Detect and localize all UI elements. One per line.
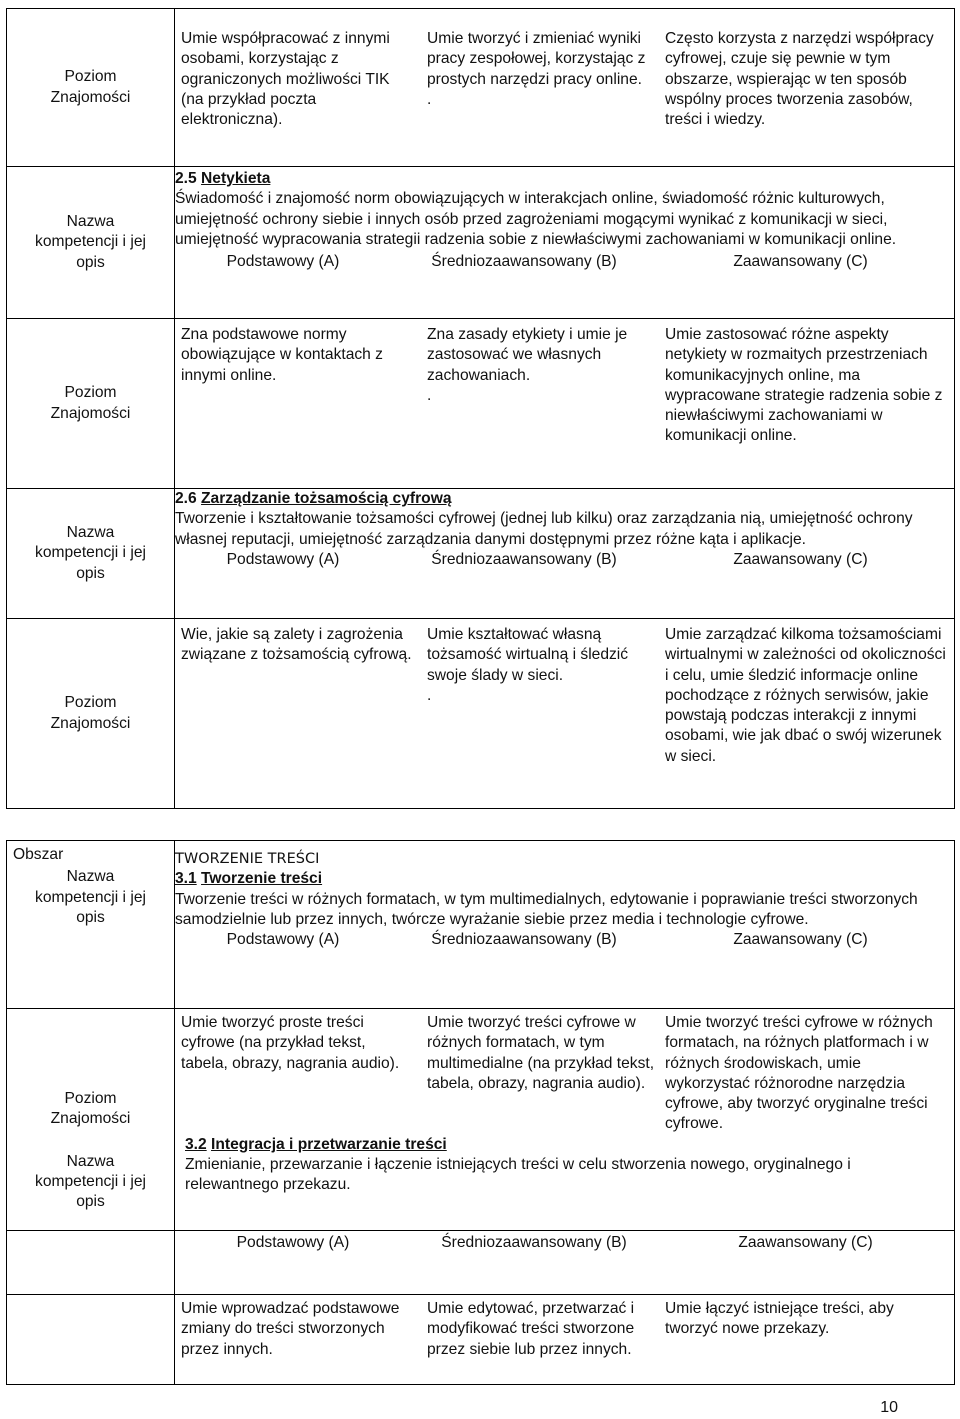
- level-a-text: Zna podstawowe normy obowiązujące w kontaktach z innymi online.: [181, 326, 383, 384]
- table-row: [7, 841, 955, 1009]
- level-label-cell: [7, 319, 175, 489]
- competence-heading: [175, 489, 954, 509]
- level-b-text: [421, 625, 665, 767]
- level-b-heading: Średniozaawansowany (B): [431, 253, 617, 271]
- level-b-dot: .: [427, 386, 432, 404]
- competence-label: Nazwa kompetencji i jej opis: [35, 868, 146, 926]
- competence-heading: [185, 1135, 946, 1155]
- level-c-heading: Zaawansowany (C): [738, 1234, 873, 1251]
- level-b-text: [421, 29, 665, 130]
- competence-number: 3.1: [175, 870, 197, 888]
- table-row: [7, 489, 955, 619]
- level-descriptions-cell: [175, 1295, 955, 1385]
- level-b-text: Umie edytować, przetwarzać i modyfikować treści stworzone przez siebie lub przez innych.: [427, 1300, 635, 1358]
- level-c-text: Umie zarządzać kilkoma tożsamościami wirtualnymi w zależności od okoliczności i celu, umie śledzić informacje online pochodzące z różnych serwisów, jakie powstają podczas interakcji z innymi osobami, wie jak dbać o swój wizerunek w sieci.: [665, 626, 946, 765]
- level-a-text: Umie wprowadzać podstawowe zmiany do treści stworzonych przez innych.: [181, 1300, 400, 1358]
- competence-title: Integracja i przetwarzanie treści: [211, 1135, 447, 1153]
- level-a-heading: Podstawowy (A): [226, 550, 340, 568]
- level-a-heading: Podstawowy (A): [226, 931, 340, 949]
- table-row: [7, 9, 955, 167]
- competence-number: 2.6: [175, 490, 197, 507]
- table-row: [7, 1231, 955, 1295]
- level-b-heading: Średniozaawansowany (B): [431, 550, 617, 568]
- level-label-cell: [7, 619, 175, 809]
- empty-label-cell: [7, 1231, 175, 1295]
- level-a-heading: Podstawowy (A): [236, 1234, 350, 1251]
- level-label: Poziom Znajomości: [50, 68, 131, 106]
- level-b-text: Umie tworzyć treści cyfrowe w różnych formatach, w tym multimedialne (na przykład tekst, tabela, obrazy, nagrania audio).: [427, 1014, 655, 1092]
- empty-label-cell: [7, 1295, 175, 1385]
- competence-table-bottom: [6, 840, 955, 1385]
- area-label-cell: [7, 841, 175, 1009]
- competence-title: Zarządzanie tożsamością cyfrową: [201, 490, 452, 507]
- competence-cell: [175, 841, 955, 1009]
- competence-label-cell: [7, 489, 175, 619]
- level-b-heading: Średniozaawansowany (B): [441, 1234, 627, 1251]
- level-a-text: Umie współpracować z innymi osobami, korzystając z ograniczonych możliwości TIK (na przykład poczta elektroniczna).: [181, 30, 390, 129]
- level-c-text: Umie łączyć istniejące treści, aby tworzyć nowe przekazy.: [665, 1300, 894, 1338]
- area-title: TWORZENIE TREŚCI: [175, 851, 320, 867]
- level-c-text: Często korzysta z narzędzi współpracy cyfrowej, czuje się pewnie w tym obszarze, wspierając w ten sposób wspólny proces tworzenia zasobów, treści i wiedzy.: [665, 30, 934, 129]
- level-label: Poziom Znajomości: [50, 384, 131, 422]
- level-a-text: Umie tworzyć proste treści cyfrowe (na przykład tekst, tabela, obrazy, nagrania audio).: [181, 1014, 400, 1072]
- level-b-body: Umie tworzyć i zmieniać wyniki pracy zespołowej, korzystając z prostych narzędzi pracy online.: [427, 30, 646, 88]
- table-row: [7, 1295, 955, 1385]
- competence-cell: [175, 167, 955, 319]
- competence-description: Świadomość i znajomość norm obowiązujących w interakcjach online, świadomość różnic kulturowych, umiejętność ochrony siebie i innych osób przed zagrożeniami mogącymi wynikać z komunikacji w sieci, umiejętność wypracowania strategii radzenia sobie z niewłaściwymi zachowaniami w komunikacji online.: [175, 190, 897, 248]
- competence-heading: [175, 169, 954, 189]
- competence-title: Tworzenie treści: [201, 870, 323, 888]
- level-descriptions-cell: [175, 9, 955, 167]
- competence-description: Zmienianie, przewarzanie i łączenie istniejących treści w celu stworzenia nowego, oryginalnego i relewantnego przekazu.: [185, 1156, 851, 1194]
- table-row: [7, 1009, 955, 1231]
- competence-title: Netykieta: [201, 170, 271, 187]
- level-b-body: Umie kształtować własną tożsamość wirtualną i śledzić swoje ślady w sieci.: [427, 626, 629, 684]
- competence-table-top: [6, 8, 955, 809]
- competence-label: Nazwa kompetencji i jej opis: [35, 524, 146, 582]
- level-label: Poziom Znajomości: [50, 1090, 131, 1128]
- level-b-dot: .: [427, 686, 432, 704]
- level-label-cell: [7, 9, 175, 167]
- competence-number: 3.2: [185, 1135, 207, 1153]
- level-a-text: Wie, jakie są zalety i zagrożenia związane z tożsamością cyfrową.: [181, 626, 412, 664]
- table-row: [7, 319, 955, 489]
- level-headings-cell: [175, 1231, 955, 1295]
- level-and-competence-cell: [175, 1009, 955, 1231]
- competence-label-cell: [7, 167, 175, 319]
- level-descriptions-cell: [175, 619, 955, 809]
- level-and-competence-label-cell: [7, 1009, 175, 1231]
- competence-description: Tworzenie treści w różnych formatach, w tym multimedialnych, edytowanie i poprawianie treści stworzonych samodzielnie lub przez innych, twórcze wyrażanie siebie przez media i technologie cyfrowe.: [175, 890, 918, 928]
- level-b-body: Zna zasady etykiety i umie je zastosować we własnych zachowaniach.: [427, 326, 628, 384]
- level-descriptions-cell: [175, 319, 955, 489]
- level-label: Poziom Znajomości: [50, 694, 131, 732]
- level-b-dot: .: [427, 90, 432, 108]
- competence-heading: [175, 869, 954, 889]
- level-a-heading: Podstawowy (A): [226, 253, 340, 271]
- level-c-heading: Zaawansowany (C): [733, 931, 868, 949]
- competence-description: Tworzenie i kształtowanie tożsamości cyfrowej (jednej lub kilku) oraz zarządzania nią, umiejętność ochrony własnej reputacji, umiejętność zarządzania danymi dostępnymi przez różne kąta i aplikacje.: [175, 510, 913, 548]
- competence-label: Nazwa kompetencji i jej opis: [35, 1152, 146, 1211]
- area-label: Obszar: [13, 846, 64, 863]
- competence-label: Nazwa kompetencji i jej opis: [35, 213, 146, 271]
- level-b-heading: Średniozaawansowany (B): [431, 931, 617, 949]
- level-c-heading: Zaawansowany (C): [733, 253, 868, 271]
- competence-number: 2.5: [175, 170, 197, 187]
- level-c-text: Umie tworzyć treści cyfrowe w różnych formatach, na różnych platformach i w różnych środowiskach, umie wykorzystać różnorodne narzędzia cyfrowe, aby tworzyć oryginalne treści cyfrowe.: [665, 1014, 933, 1133]
- level-b-text: [421, 325, 665, 447]
- level-c-heading: Zaawansowany (C): [733, 550, 868, 568]
- competence-cell: [175, 489, 955, 619]
- page-number: 10: [880, 1399, 898, 1416]
- level-c-text: Umie zastosować różne aspekty netykiety w rozmaitych przestrzeniach komunikacyjnych online, ma wypracowane strategie radzenia sobie z niewłaściwymi zachowaniami w komunikacji online.: [665, 326, 943, 445]
- table-row: [7, 167, 955, 319]
- table-row: [7, 619, 955, 809]
